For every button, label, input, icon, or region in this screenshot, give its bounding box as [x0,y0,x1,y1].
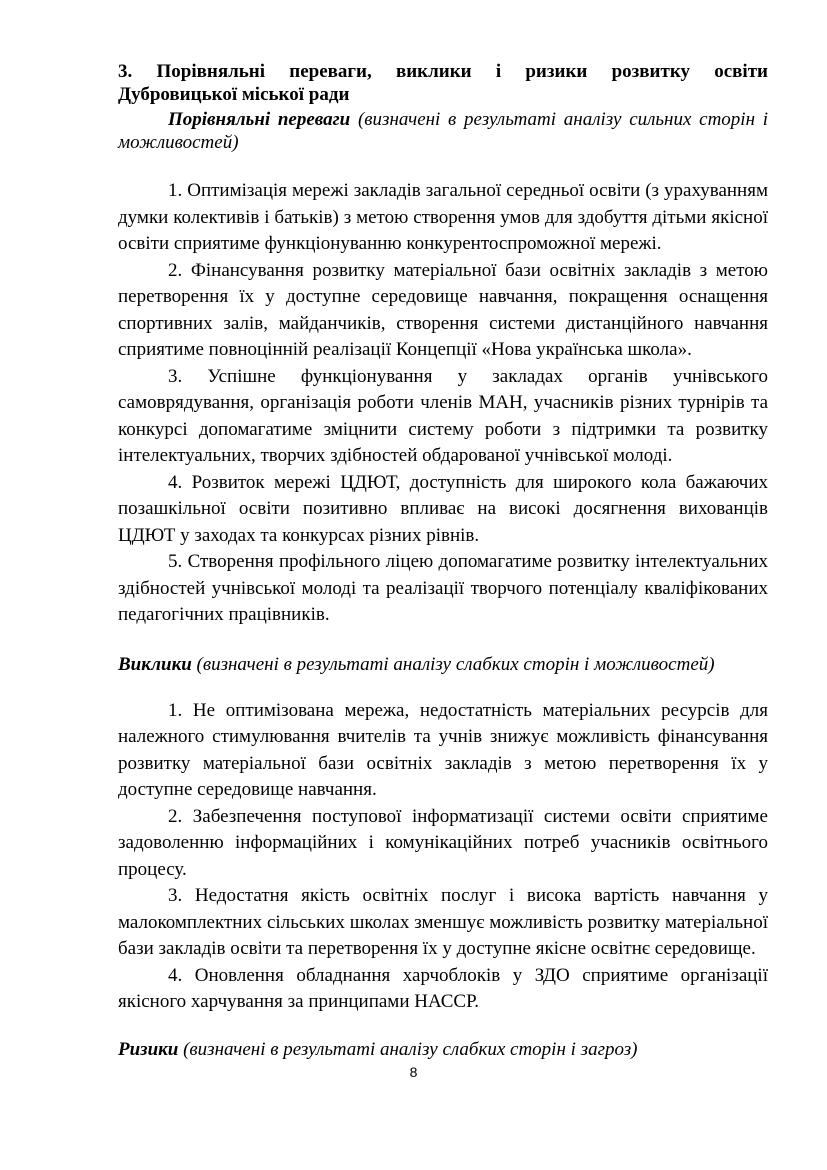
page-number: 8 [409,1064,418,1080]
advantages-title: Порівняльні переваги [168,109,351,130]
challenge-item-2: 2. Забезпечення поступової інформатизації системи освіти сприятиме задоволенню інформаційних і комунікаційних потреб учасників освітнього процесу. [118,805,768,880]
risks-heading [118,1038,768,1061]
section-heading [118,60,768,106]
challenges-title: Виклики [118,653,192,675]
document-page [118,60,768,1083]
challenge-item-1: 1. Не оптимізована мережа, недостатність матеріальних ресурсів для належного стимулювання вчителів та учнів знижує можливість фінансування розвитку матеріальної бази освітніх закладів з метою перетворення їх у доступне середовище навчання. [118,699,768,800]
advantage-item-1: 1. Оптимізація мережі закладів загальної середньої освіти (з урахуванням думки колективів і батьків) з метою створення умов для здобуття дітьми якісної освіти сприятиме функціонуванню конкурентоспроможної мережі. [118,180,768,254]
advantage-item-5: 5. Створення профільного ліцею допомагатиме розвитку інтелектуальних здібностей учнівської молоді та реалізації творчого потенціалу кваліфікованих педагогічних працівників. [118,551,768,625]
advantages-note: (визначені в результаті аналізу сильних сторін і можливостей) [118,109,768,153]
challenge-item-4: 4. Оновлення обладнання харчоблоків у ЗДО сприятиме організації якісного харчування за принципами НАССР. [118,964,768,1012]
section-heading-line-1: 3. Порівняльні переваги, виклики і ризики розвитку освіти [118,61,768,82]
advantage-item-3: 3. Успішне функціонування у закладах органів учнівського самоврядування, організація роботи членів МАН, учасників різних турнірів та конкурсі допомагатиме зміцнити систему роботи з підтримки та розвитку інтелектуальних, творчих здібностей обдарованої учнівської молоді. [118,365,768,466]
advantages-list [118,178,768,629]
challenges-heading [118,653,768,676]
section-heading-line-2: Дубровицької міської ради [118,84,350,105]
risks-title: Ризики [118,1038,179,1060]
advantage-item-2: 2. Фінансування розвитку матеріальної бази освітніх закладів з метою перетворення їх у доступне середовище навчання, покращення оснащення спортивних залів, майданчиків, створення системи дистанційного навчання сприятиме повноцінній реалізації Концепції «Нова українська школа». [118,259,768,360]
challenge-item-3: 3. Недостатня якість освітніх послуг і висока вартість навчання у малокомплектних сільських школах зменшує можливість розвитку матеріальної бази закладів освіти та перетворення їх у доступне якісне освітнє середовище. [118,885,768,959]
challenges-list [118,698,768,1016]
advantages-heading [118,108,768,154]
challenges-note: (визначені в результаті аналізу слабких сторін і можливостей) [191,653,715,675]
advantage-item-4: 4. Розвиток мережі ЦДЮТ, доступність для широкого кола бажаючих позашкільної освіти позитивно впливає на високі досягнення вихованців ЦДЮТ у заходах та конкурсах різних рівнів. [118,471,768,546]
risks-note: (визначені в результаті аналізу слабких сторін і загроз) [178,1038,638,1060]
